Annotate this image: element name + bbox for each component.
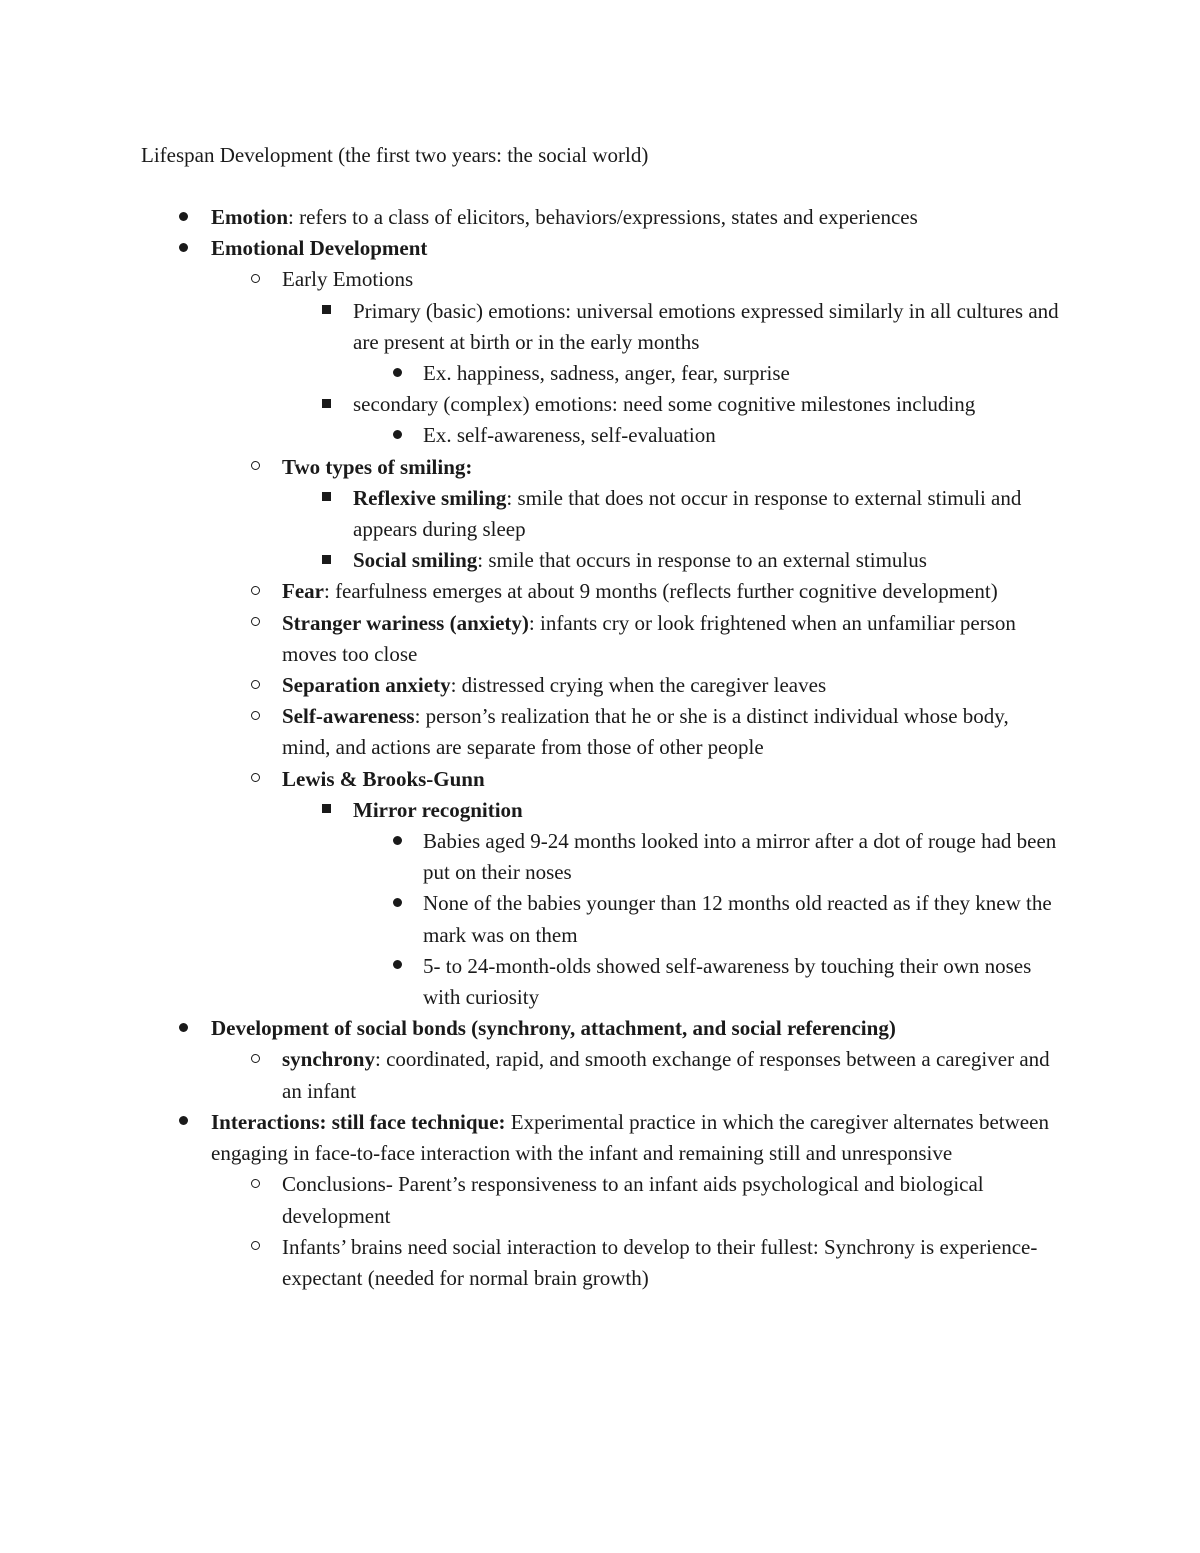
list-item-definition: Infants’ brains need social interaction to develop to their fullest: Synchrony is experience-expectant (needed for normal brain growth): [282, 1234, 1038, 1290]
bullet-dot-icon: [173, 1107, 193, 1138]
list-item: [0, 576, 1062, 607]
bullet-circle-icon: [245, 608, 265, 639]
notes-list: [0, 202, 1200, 1294]
bullet-dot-icon: [173, 233, 193, 264]
list-item: [0, 296, 1063, 358]
list-item: [0, 888, 1063, 950]
list-item-definition: : coordinated, rapid, and smooth exchange of responses between a caregiver and an infant: [282, 1047, 1050, 1103]
list-item-definition: Babies aged 9-24 months looked into a mirror after a dot of rouge had been put on their noses: [423, 829, 1057, 885]
bullet-circle-icon: [245, 264, 265, 295]
list-item-term: synchrony: [282, 1047, 375, 1072]
bullet-square-icon: [316, 545, 336, 576]
list-item-definition: Early Emotions: [282, 267, 414, 292]
list-item-text: [353, 389, 1063, 420]
list-item-term: Fear: [282, 579, 324, 604]
list-item: [0, 358, 1063, 389]
list-item: [0, 670, 1062, 701]
list-item: [0, 1013, 1061, 1044]
bullet-dot-icon: [173, 202, 193, 233]
list-item-term: Reflexive smiling: [353, 485, 507, 510]
list-item: [0, 1107, 1061, 1169]
list-item-text: [282, 608, 1062, 670]
bullet-dot-icon: [387, 420, 407, 451]
list-item: [0, 264, 1062, 295]
list-item-text: [423, 420, 1063, 451]
bullet-circle-icon: [245, 764, 265, 795]
list-item-text: [282, 670, 1062, 701]
list-item-term: Emotion: [211, 205, 289, 229]
list-item-definition: : smile that does not occur in response to external stimuli and appears during sleep: [353, 485, 1022, 542]
bullet-dot-icon: [387, 888, 407, 919]
list-item: [0, 795, 1063, 826]
list-item-definition: Ex. happiness, sadness, anger, fear, surprise: [423, 361, 790, 386]
list-item-text: [211, 1107, 1061, 1169]
list-item-text: [423, 826, 1063, 888]
bullet-dot-icon: [387, 951, 407, 982]
bullet-circle-icon: [245, 452, 265, 483]
list-item-text: [282, 701, 1062, 763]
list-item-text: [423, 888, 1063, 950]
list-item-definition: None of the babies younger than 12 months old reacted as if they knew the mark was on them: [423, 891, 1052, 947]
bullet-square-icon: [316, 296, 336, 327]
list-item-text: [423, 358, 1063, 389]
list-item: [0, 483, 1063, 545]
list-item-term: Emotional Development: [211, 236, 428, 261]
list-item-term: Development of social bonds (synchrony, attachment, and social referencing): [211, 1016, 896, 1041]
list-item-text: [211, 202, 1061, 233]
list-item-term: Self-awareness: [282, 704, 415, 729]
list-item: [0, 1044, 1062, 1106]
list-item: [0, 951, 1063, 1013]
list-item-text: [353, 795, 1063, 826]
bullet-dot-icon: [387, 358, 407, 389]
bullet-circle-icon: [245, 1232, 265, 1263]
list-item: [0, 764, 1062, 795]
list-item-definition: Primary (basic) emotions: universal emotions expressed similarly in all cultures and are present at birth or in the early months: [353, 298, 1059, 354]
list-item-text: [211, 233, 1061, 264]
bullet-square-icon: [316, 389, 336, 420]
list-item: [0, 233, 1061, 264]
list-item: [0, 1232, 1062, 1294]
list-item-text: [282, 764, 1062, 795]
list-item-text: [353, 545, 1063, 576]
list-item-definition: Experimental practice in which the caregiver alternates between engaging in face-to-face interaction with the infant and remaining still and unresponsive: [211, 1109, 1049, 1166]
list-item-definition: : fearfulness emerges at about 9 months (reflects further cognitive development): [323, 579, 998, 604]
list-item-text: [282, 452, 1062, 483]
list-item-definition: secondary (complex) emotions: need some cognitive milestones including: [353, 392, 976, 417]
list-item-text: [353, 483, 1063, 545]
list-item-text: [282, 1169, 1062, 1231]
list-item-definition: 5- to 24-month-olds showed self-awareness by touching their own noses with curiosity: [423, 953, 1032, 1010]
list-item: [0, 202, 1061, 233]
list-item-term: Stranger wariness (anxiety): [282, 610, 529, 635]
list-item: [0, 608, 1062, 670]
bullet-circle-icon: [245, 701, 265, 732]
list-item-term: Two types of smiling:: [282, 454, 473, 479]
bullet-circle-icon: [245, 670, 265, 701]
bullet-square-icon: [316, 795, 336, 826]
list-item-definition: : person’s realization that he or she is a distinct individual whose body, mind, and actions are separate from those of other people: [282, 704, 1009, 760]
list-item-definition: : smile that occurs in response to an external stimulus: [477, 548, 927, 573]
list-item-text: [353, 296, 1063, 358]
bullet-circle-icon: [245, 1044, 265, 1075]
list-item-text: [282, 576, 1062, 607]
list-item: [0, 1169, 1062, 1231]
list-item: [0, 420, 1063, 451]
list-item-term: Mirror recognition: [353, 797, 523, 822]
list-item: [0, 545, 1063, 576]
list-item: [0, 389, 1063, 420]
list-item-term: Separation anxiety: [282, 673, 451, 698]
bullet-circle-icon: [245, 576, 265, 607]
list-item-definition: Ex. self-awareness, self-evaluation: [423, 423, 716, 448]
list-item-text: [282, 1232, 1062, 1294]
list-item-definition: : infants cry or look frightened when an unfamiliar person moves too close: [282, 610, 1016, 666]
document-title: Lifespan Development (the first two years: the social world): [141, 143, 649, 167]
list-item-term: Interactions: still face technique:: [211, 1109, 506, 1134]
list-item-term: Social smiling: [353, 548, 478, 573]
list-item-term: Lewis & Brooks-Gunn: [282, 766, 485, 791]
list-item: [0, 452, 1062, 483]
list-item-definition: : distressed crying when the caregiver leaves: [450, 673, 827, 698]
list-item-text: [282, 264, 1062, 295]
bullet-dot-icon: [173, 1013, 193, 1044]
list-item-text: [282, 1044, 1062, 1106]
list-item: [0, 701, 1062, 763]
list-item-text: [423, 951, 1063, 1013]
bullet-circle-icon: [245, 1169, 265, 1200]
bullet-square-icon: [316, 483, 336, 514]
list-item-definition: Conclusions- Parent’s responsiveness to an infant aids psychological and biological development: [282, 1172, 984, 1228]
bullet-dot-icon: [387, 826, 407, 857]
list-item: [0, 826, 1063, 888]
list-item-definition: : refers to a class of elicitors, behaviors/expressions, states and experiences: [288, 205, 918, 229]
list-item-text: [211, 1013, 1061, 1044]
